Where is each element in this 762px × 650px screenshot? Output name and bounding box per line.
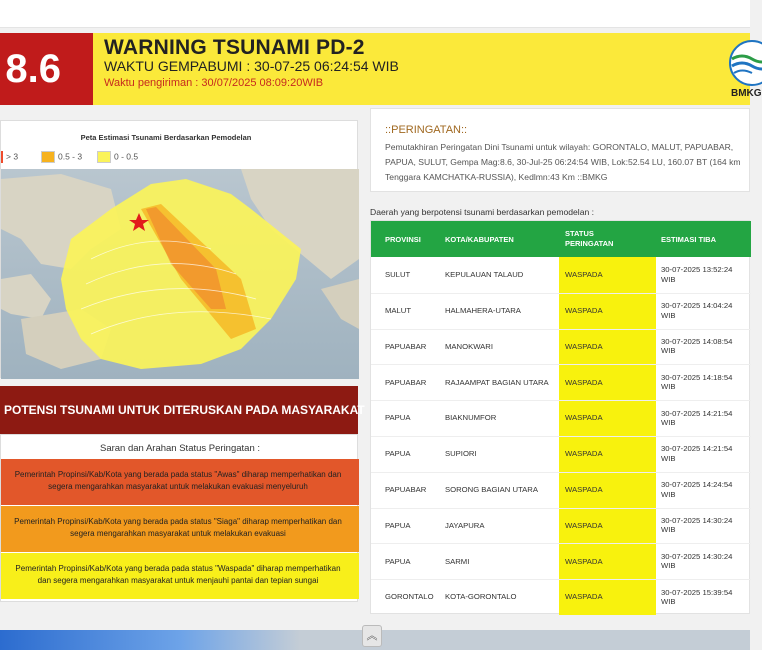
legend-item-high: > 3 bbox=[1, 151, 18, 165]
advice-siaga: Pemerintah Propinsi/Kab/Kota yang berada pada status "Siaga" diharap memperhatikan dan segera mengarahkan masyarakat untuk melakukan evakuasi bbox=[1, 506, 359, 552]
row-divider bbox=[371, 400, 751, 401]
row-divider bbox=[371, 436, 751, 437]
sent-time: Waktu pengiriman : 30/07/2025 08:09:20WIB bbox=[104, 77, 324, 89]
row-divider bbox=[371, 364, 751, 365]
cell-status: WASPADA bbox=[565, 556, 603, 566]
quake-time: WAKTU GEMPABUMI : 30-07-25 06:24:54 WIB bbox=[104, 58, 399, 74]
cell-provinsi: PAPUA bbox=[385, 556, 411, 566]
cell-provinsi: GORONTALO bbox=[385, 592, 434, 602]
cell-provinsi: PAPUA bbox=[385, 413, 411, 423]
header-provinsi: PROVINSI bbox=[385, 234, 421, 244]
cell-kota: SARMI bbox=[445, 556, 470, 566]
cell-estimasi: 30-07-2025 14:30:24 WIB bbox=[661, 515, 733, 535]
cell-kota: SORONG BAGIAN UTARA bbox=[445, 484, 538, 494]
cell-kota: KOTA-GORONTALO bbox=[445, 592, 517, 602]
tsunami-map-card bbox=[0, 120, 358, 378]
cell-estimasi: 30-07-2025 14:04:24 WIB bbox=[661, 301, 733, 320]
header-kota: KOTA/KABUPATEN bbox=[445, 234, 514, 244]
advice-awas: Pemerintah Propinsi/Kab/Kota yang berada pada status "Awas" diharap memperhatikan dan segera mengarahkan masyarakat untuk melakukan evakuasi menyeluruh bbox=[1, 459, 359, 505]
advice-card bbox=[0, 434, 358, 602]
cell-provinsi: SULUT bbox=[385, 270, 411, 280]
cell-estimasi: 30-07-2025 15:39:54 WIB bbox=[661, 587, 733, 607]
cell-provinsi: PAPUABAR bbox=[385, 484, 427, 494]
table-caption: Daerah yang berpotensi tsunami berdasarkan pemodelan : bbox=[370, 207, 595, 217]
cell-kota: RAJAAMPAT BAGIAN UTARA bbox=[445, 377, 549, 387]
advice-title: Saran dan Arahan Status Peringatan : bbox=[99, 443, 261, 454]
cell-kota: HALMAHERA-UTARA bbox=[445, 305, 521, 315]
cell-estimasi: 30-07-2025 14:24:54 WIB bbox=[661, 480, 733, 499]
row-divider bbox=[371, 543, 751, 544]
cell-status: WASPADA bbox=[565, 520, 603, 530]
cell-provinsi: PAPUA bbox=[385, 520, 411, 530]
cell-provinsi: PAPUABAR bbox=[385, 341, 427, 351]
cell-provinsi: MALUT bbox=[385, 305, 412, 315]
cell-kota: JAYAPURA bbox=[445, 520, 485, 530]
table-header bbox=[371, 221, 751, 257]
legend-swatch-medium bbox=[41, 151, 55, 163]
cell-status: WASPADA bbox=[565, 305, 603, 315]
magnitude-badge: 8.6 bbox=[0, 33, 93, 105]
cell-status: WASPADA bbox=[565, 449, 603, 459]
public-alert-banner: POTENSI TSUNAMI UNTUK DITERUSKAN PADA MASYARAKAT bbox=[0, 386, 358, 434]
cell-estimasi: 30-07-2025 14:08:54 WIB bbox=[661, 336, 733, 356]
legend-swatch-high bbox=[1, 151, 3, 163]
row-divider bbox=[371, 579, 751, 580]
cell-estimasi: 30-07-2025 14:21:54 WIB bbox=[661, 444, 733, 463]
row-divider bbox=[371, 293, 751, 294]
legend-item-medium: 0.5 - 3 bbox=[41, 151, 82, 165]
cell-status: WASPADA bbox=[565, 413, 603, 423]
map-title: Peta Estimasi Tsunami Berdasarkan Pemodelan bbox=[80, 133, 252, 142]
cell-status: WASPADA bbox=[565, 377, 603, 387]
advice-waspada: Pemerintah Propinsi/Kab/Kota yang berada pada status "Waspada" diharap memperhatikan dan segera mengarahkan masyarakat untuk menjauhi pantai dan tepian sungai bbox=[1, 553, 359, 599]
header-estimasi: ESTIMASI TIBA bbox=[661, 234, 717, 244]
logo-text: BMKG bbox=[731, 88, 762, 99]
cell-estimasi: 30-07-2025 14:21:54 WIB bbox=[661, 408, 733, 428]
tsunami-estimation-map[interactable] bbox=[1, 169, 359, 379]
cell-status: WASPADA bbox=[565, 484, 603, 494]
warning-card bbox=[370, 108, 750, 192]
warning-header bbox=[0, 33, 762, 105]
warning-text: Pemutakhiran Peringatan Dini Tsunami untuk wilayah: GORONTALO, MALUT, PAPUABAR, PAPUA, SULUT, Gempa Mag:8.6, 30-Jul-25 06:24:54 WIB, Lok:52.54 LU, 160.07 BT (164 km Tenggara KAMCHATKA-RUSSIA), Kedlmn:43 Km ::BMKG bbox=[385, 142, 741, 182]
cell-kota: BIAKNUMFOR bbox=[445, 413, 497, 423]
legend-swatch-low bbox=[97, 151, 111, 163]
row-divider bbox=[371, 472, 751, 473]
cell-estimasi: 30-07-2025 14:18:54 WIB bbox=[661, 372, 733, 392]
row-divider bbox=[371, 329, 751, 330]
cell-status: WASPADA bbox=[565, 341, 603, 351]
cell-kota: KEPULAUAN TALAUD bbox=[445, 270, 524, 280]
affected-areas-table bbox=[370, 220, 750, 614]
header-status: STATUS PERINGATAN bbox=[565, 229, 614, 248]
cell-status: WASPADA bbox=[565, 270, 603, 280]
row-divider bbox=[371, 508, 751, 509]
cell-kota: MANOKWARI bbox=[445, 341, 493, 351]
cell-provinsi: PAPUABAR bbox=[385, 377, 427, 387]
cell-estimasi: 30-07-2025 14:30:24 WIB bbox=[661, 551, 733, 571]
cell-provinsi: PAPUA bbox=[385, 449, 411, 459]
legend-item-low: 0 - 0.5 bbox=[97, 151, 138, 165]
warning-heading: ::PERINGATAN:: bbox=[385, 124, 468, 136]
page-title: WARNING TSUNAMI PD-2 bbox=[104, 36, 365, 59]
cell-kota: SUPIORI bbox=[445, 449, 477, 459]
chevron-up-double-icon[interactable]: ︽ bbox=[362, 625, 382, 647]
browser-top-bar bbox=[0, 0, 750, 28]
cell-estimasi: 30-07-2025 13:52:24 WIB bbox=[661, 265, 733, 284]
cell-status: WASPADA bbox=[565, 592, 603, 602]
